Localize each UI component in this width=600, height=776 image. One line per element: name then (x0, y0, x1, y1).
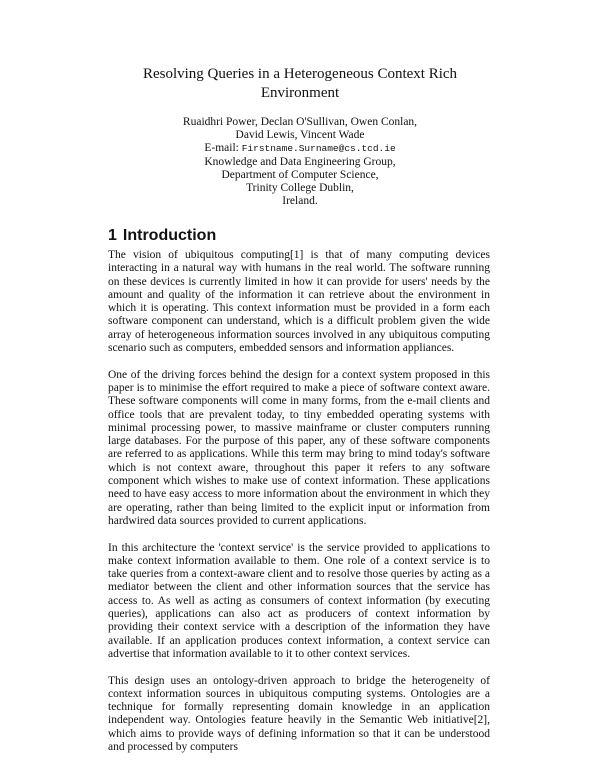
email-label: E-mail: (204, 142, 239, 155)
section-heading (108, 226, 216, 246)
author-email (110, 142, 490, 155)
author-block (110, 116, 490, 208)
section-title: Introduction (122, 227, 217, 244)
section-number: 1 (108, 227, 117, 244)
paragraph: The vision of ubiquitous computing[1] is that of many computing devices interacting in a natural way with humans in the real world. The software running on these devices is currently limited in how it can provide for users' needs by the amount and quality of the information it can retrieve about the environment in which it is operating. This context information must be provided in a form each software component can understand, which is a difficult problem given the wide array of heterogeneous information sources involved in any ubiquitous computing scenario such as computers, embedded sensors and information appliances. (108, 249, 490, 355)
affiliation-college: Trinity College Dublin, (246, 182, 354, 195)
paper-title-line-2: Environment (260, 85, 340, 101)
email-address: Firstname.Surname@cs.tcd.ie (241, 143, 396, 155)
author-names-line-1: Ruaidhri Power, Declan O'Sullivan, Owen Conlan, (182, 116, 418, 128)
paragraph: This design uses an ontology-driven approach to bridge the heterogeneity of context information sources in ubiquitous computing systems. Ontologies are a technique for formally representing domain knowledge in an application independent way. Ontologies feature heavily in the Semantic Web initiative[2], which aims to provide ways of defining information so that it can be understood and processed by computers (108, 674, 490, 753)
paper-title-line-1: Resolving Queries in a Heterogeneous Context Rich (142, 66, 458, 82)
affiliation-country: Ireland. (282, 195, 318, 208)
author-names-line-2: David Lewis, Vincent Wade (235, 129, 365, 142)
paper-title (110, 65, 490, 103)
paragraph: One of the driving forces behind the design for a context system proposed in this paper is to minimise the effort required to make a piece of software context aware. These software components will come in many forms, from the e-mail clients and office tools that are prevalent today, to tiny embedded operating systems with minimal processing power, to massive mainframe or cluster computers running large databases. For the purpose of this paper, any of these software components are referred to as applications. While this term may bring to mind today's software which is not context aware, throughout this paper it refers to any software component which wishes to make use of context information. These applications need to have easy access to more information about the environment in which they are operating, rather than being limited to the explicit input or information from hardwired data sources provided to current applications. (108, 368, 490, 527)
section-body (108, 249, 490, 768)
paragraph: In this architecture the 'context service' is the service provided to applications to make context information available to them. One role of a context service is to take queries from a context-aware client and to resolve those queries by acting as a mediator between the client and other information sources that the service has access to. As well as acting as consumers of context information (by executing queries), applications can also act as producers of context information by providing their context service with a description of the information they have available. If an application produces context information, a context service can advertise that information available to it to other context services. (108, 541, 490, 660)
affiliation-group: Knowledge and Data Engineering Group, (204, 155, 396, 168)
affiliation-department: Department of Computer Science, (221, 168, 379, 181)
